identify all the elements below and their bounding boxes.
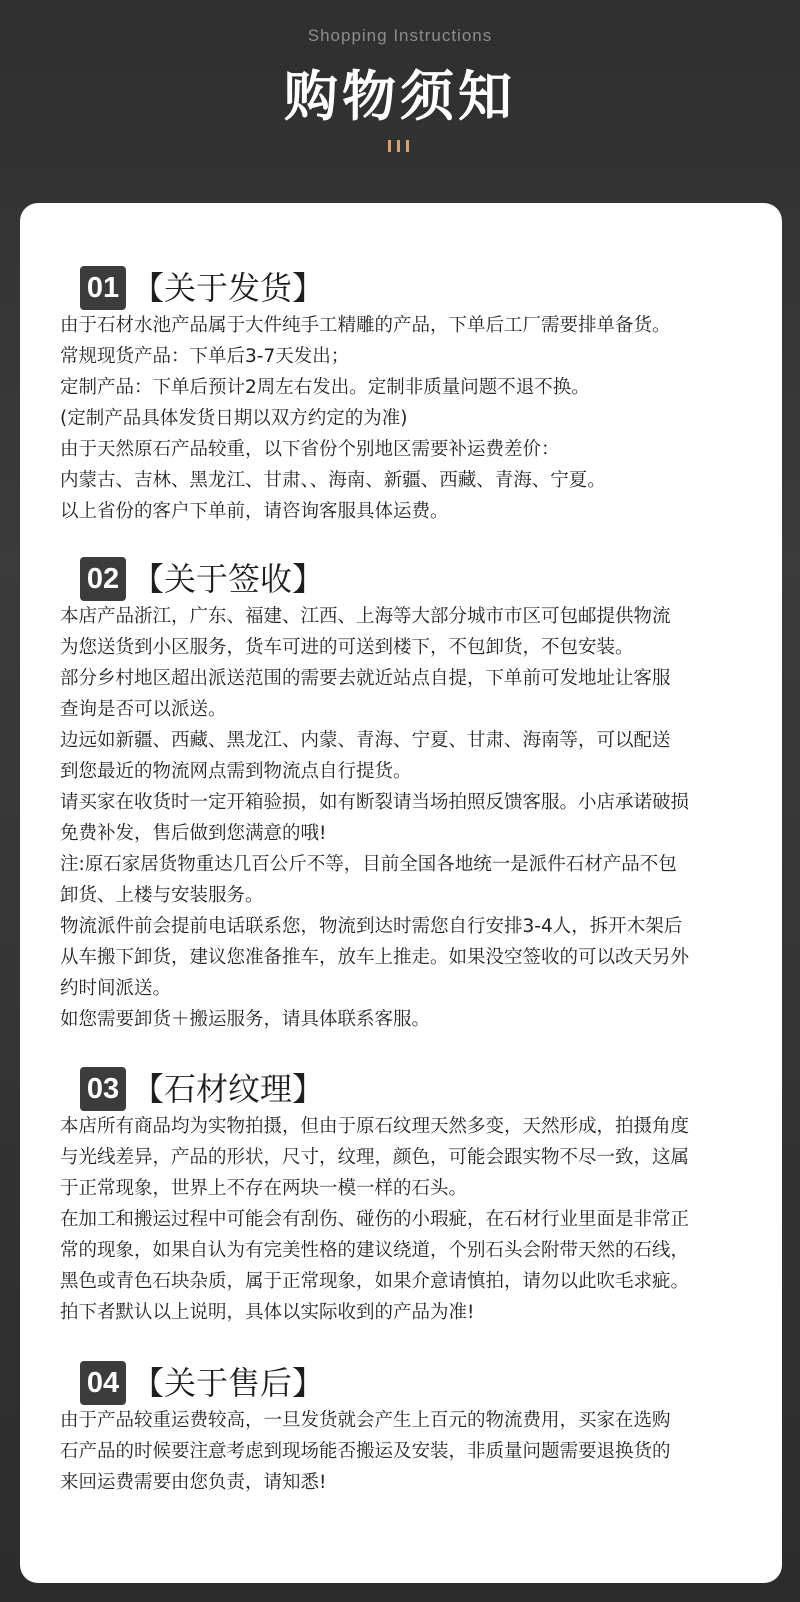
section-number-badge: 02 [80, 557, 126, 601]
text-line: 查询是否可以派送。 [60, 699, 227, 720]
section-title: 【关于售后】 [132, 1364, 325, 1402]
text-line: 卸货、上楼与安装服务。 [60, 885, 264, 906]
section-body [60, 1405, 740, 1498]
text-line: 到您最近的物流网点需到物流点自行提货。 [60, 761, 412, 782]
section-shipping [60, 262, 740, 527]
text-line: 与光线差异，产品的形状，尺寸，纹理，颜色，可能会跟实物不尽一致，这属 [60, 1147, 690, 1168]
text-line: 本店所有商品均为实物拍摄，但由于原石纹理天然多变，天然形成，拍摄角度 [60, 1116, 690, 1137]
text-line: 常的现象，如果自认为有完美性格的建议绕道，个别石头会附带天然的石线， [60, 1240, 690, 1261]
text-line: 常规现货产品：下单后3-7天发出； [60, 346, 350, 367]
section-receipt [60, 553, 740, 1035]
text-line: 如您需要卸货＋搬运服务，请具体联系客服。 [60, 1009, 431, 1030]
text-line: 拍下者默认以上说明，具体以实际收到的产品为准! [60, 1302, 475, 1323]
text-line: 来回运费需要由您负责，请知悉! [60, 1472, 327, 1493]
section-heading [60, 1063, 740, 1111]
section-title: 【石材纹理】 [132, 1070, 325, 1108]
text-line: 由于产品较重运费较高，一旦发货就会产生上百元的物流费用，买家在选购 [60, 1410, 671, 1431]
decorative-bars [388, 140, 412, 154]
text-line: 物流派件前会提前电话联系您，物流到达时需您自行安排3-4人，拆开木架后 [60, 916, 683, 937]
text-line: 约时间派送。 [60, 978, 172, 999]
section-body [60, 601, 740, 1035]
section-stone-texture [60, 1063, 740, 1328]
section-number-badge: 04 [80, 1361, 126, 1405]
text-line: 由于天然原石产品较重，以下省份个别地区需要补运费差价： [60, 439, 560, 460]
text-line: 注:原石家居货物重达几百公斤不等，目前全国各地统一是派件石材产品不包 [60, 854, 677, 875]
text-line: 于正常现象，世界上不存在两块一模一样的石头。 [60, 1178, 468, 1199]
section-body [60, 310, 740, 527]
text-line: 以上省份的客户下单前，请咨询客服具体运费。 [60, 501, 449, 522]
text-line: 为您送货到小区服务，货车可进的可送到楼下，不包卸货，不包安装。 [60, 637, 634, 658]
section-heading [60, 262, 740, 310]
page-header [0, 0, 800, 200]
header-subtitle: Shopping Instructions [307, 26, 493, 45]
page-title: 购物须知 [284, 65, 516, 128]
text-line: 免费补发，售后做到您满意的哦! [60, 823, 327, 844]
text-line: (定制产品具体发货日期以双方约定的为准) [60, 408, 408, 429]
section-heading [60, 553, 740, 601]
section-number-badge: 01 [80, 266, 126, 310]
section-after-sales [60, 1357, 740, 1498]
text-line: 石产品的时候要注意考虑到现场能否搬运及安装，非质量问题需要退换货的 [60, 1441, 671, 1462]
text-line: 内蒙古、吉林、黑龙江、甘肃、、海南、新疆、西藏、青海、宁夏。 [60, 470, 606, 491]
text-line: 由于石材水池产品属于大件纯手工精雕的产品，下单后工厂需要排单备货。 [60, 315, 671, 336]
text-line: 定制产品：下单后预计2周左右发出。定制非质量问题不退不换。 [60, 377, 590, 398]
section-body [60, 1111, 740, 1328]
text-line: 从车搬下卸货，建议您准备推车，放车上推走。如果没空签收的可以改天另外 [60, 947, 690, 968]
text-line: 本店产品浙江，广东、福建、江西、上海等大部分城市市区可包邮提供物流 [60, 606, 671, 627]
text-line: 请买家在收货时一定开箱验损，如有断裂请当场拍照反馈客服。小店承诺破损 [60, 792, 690, 813]
section-number-badge: 03 [80, 1067, 126, 1111]
text-line: 在加工和搬运过程中可能会有刮伤、碰伤的小瑕疵，在石材行业里面是非常正 [60, 1209, 690, 1230]
section-title: 【关于签收】 [132, 560, 325, 598]
section-title: 【关于发货】 [132, 269, 325, 307]
section-heading [60, 1357, 740, 1405]
text-line: 部分乡村地区超出派送范围的需要去就近站点自提，下单前可发地址让客服 [60, 668, 671, 689]
text-line: 边远如新疆、西藏、黑龙江、内蒙、青海、宁夏、甘肃、海南等，可以配送 [60, 730, 671, 751]
text-line: 黑色或青色石块杂质，属于正常现象，如果介意请慎拍，请勿以此吹毛求疵。 [60, 1271, 690, 1292]
